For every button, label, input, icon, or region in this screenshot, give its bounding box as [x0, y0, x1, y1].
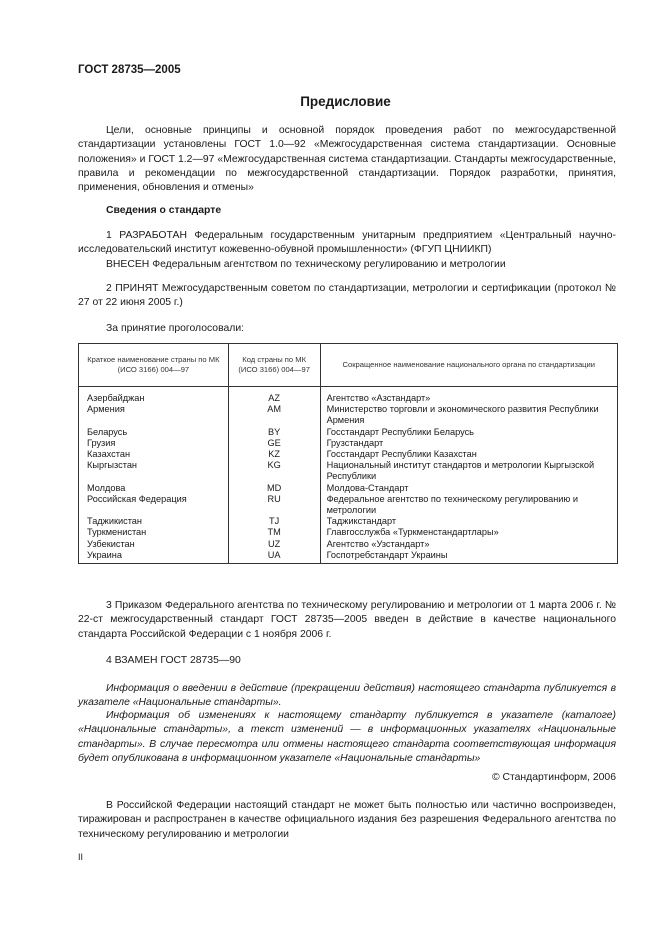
info-heading: Сведения о стандарте: [106, 205, 222, 216]
table-row: [79, 438, 618, 449]
table-row: [79, 483, 618, 494]
table-row: [79, 387, 618, 405]
restriction-paragraph: [78, 799, 616, 842]
country-cell: Узбекистан: [79, 539, 229, 550]
country-cell: Кыргызстан: [79, 460, 229, 482]
code-cell: KZ: [228, 449, 320, 460]
country-cell: Грузия: [79, 438, 229, 449]
notice-2-text: Информация об изменениях к настоящему стандарту публикуется в указателе (каталоге) «Национальные стандарты», а текст изменений — в информационных указателях «Национальные стандарты». В случае пересмотра или отмены настоящего стандарта соответствующая информация будет опубликована в информационном указателе «Национальные стандарты»: [78, 710, 616, 764]
code-cell: AM: [228, 404, 320, 426]
voting-states-table: [78, 343, 618, 564]
org-cell: Министерство торговли и экономического развития Республики Армения: [320, 404, 617, 426]
item-3-text: 3 Приказом Федерального агентства по техническому регулированию и метрологии от 1 марта 2006 г. № 22-ст межгосударственный стандарт ГОСТ 28735—2005 введен в действие в качестве национального стандарта Российской Федерации с 1 ноября 2006 г.: [78, 600, 616, 640]
country-cell: Российская Федерация: [79, 494, 229, 516]
country-cell: Таджикистан: [79, 516, 229, 527]
intro-text: Цели, основные принципы и основной порядок проведения работ по межгосударственной стандартизации установлены ГОСТ 1.0—92 «Межгосударственная система стандартизации. Основные положения» и ГОСТ 1.2—97 «Межгосударственная система стандартизации. Стандарты межгосударственные, правила и рекомендации по межгосударственной стандартизации. Порядок разработки, принятия, применения, обновления и отмены»: [78, 125, 616, 194]
code-cell: TJ: [228, 516, 320, 527]
page-number: II: [78, 852, 84, 862]
org-cell: Госстандарт Республики Казахстан: [320, 449, 617, 460]
table-row: [79, 460, 618, 482]
table-row: [79, 527, 618, 538]
org-cell: Грузстандарт: [320, 438, 617, 449]
code-cell: UZ: [228, 539, 320, 550]
header-org: Сокращенное наименование национального органа по стандартизации: [320, 344, 617, 387]
country-cell: Армения: [79, 404, 229, 426]
header-country: Краткое наименование страны по МК (ИСО 3166) 004—97: [79, 344, 229, 387]
org-cell: Федеральное агентство по техническому регулированию и метрологии: [320, 494, 617, 516]
country-cell: Туркменистан: [79, 527, 229, 538]
org-cell: Главгосслужба «Туркменстандартлары»: [320, 527, 617, 538]
table-row: [79, 539, 618, 550]
code-cell: BY: [228, 427, 320, 438]
header-code: Код страны по МК (ИСО 3166) 004—97: [228, 344, 320, 387]
table-row: [79, 427, 618, 438]
item-1-paragraph: [78, 229, 616, 258]
restriction-text: В Российской Федерации настоящий стандарт не может быть полностью или частично воспроизведен, тиражирован и распространен в качестве официального издания без разрешения Федерального агентства по техническому регулированию и метрологии: [78, 800, 616, 840]
country-cell: Молдова: [79, 483, 229, 494]
table-row: [79, 550, 618, 564]
table-row: [79, 494, 618, 516]
notice-1-paragraph: [78, 682, 616, 711]
intro-paragraph: [78, 124, 616, 195]
country-cell: Азербайджан: [79, 387, 229, 405]
item-1b-text: ВНЕСЕН Федеральным агентством по техническому регулированию и метрологии: [106, 259, 506, 270]
item-4-paragraph: [78, 654, 616, 668]
table-row: [79, 404, 618, 426]
country-cell: Беларусь: [79, 427, 229, 438]
org-cell: Молдова-Стандарт: [320, 483, 617, 494]
page-title: Предисловие: [300, 94, 391, 109]
org-cell: Агентство «Узстандарт»: [320, 539, 617, 550]
table-row: [79, 516, 618, 527]
code-cell: RU: [228, 494, 320, 516]
code-cell: MD: [228, 483, 320, 494]
item-2-paragraph: [78, 282, 616, 311]
table-row: [79, 449, 618, 460]
country-cell: Казахстан: [79, 449, 229, 460]
org-cell: Госстандарт Республики Беларусь: [320, 427, 617, 438]
voted-label: За принятие проголосовали:: [106, 323, 245, 334]
code-cell: AZ: [228, 387, 320, 405]
notice-2-paragraph: [78, 709, 616, 766]
org-cell: Национальный институт стандартов и метрологии Кыргызской Республики: [320, 460, 617, 482]
code-cell: GE: [228, 438, 320, 449]
item-1-text: 1 РАЗРАБОТАН Федеральным государственным унитарным предприятием «Центральный научно-исследовательский институт кожевенно-обувной промышленности» (ФГУП ЦНИИКП): [78, 230, 616, 256]
table-header-row: [79, 344, 618, 387]
notice-1-text: Информация о введении в действие (прекращении действия) настоящего стандарта публикуется в указателе «Национальные стандарты».: [78, 683, 616, 709]
item-2-text: 2 ПРИНЯТ Межгосударственным советом по стандартизации, метрологии и сертификации (протокол № 27 от 22 июня 2005 г.): [78, 283, 616, 309]
item-3-paragraph: [78, 599, 616, 642]
standard-id-header: ГОСТ 28735—2005: [78, 64, 181, 76]
copyright-notice: © Стандартинформ, 2006: [491, 772, 616, 783]
code-cell: UA: [228, 550, 320, 564]
org-cell: Таджикстандарт: [320, 516, 617, 527]
code-cell: TM: [228, 527, 320, 538]
org-cell: Агентство «Азстандарт»: [320, 387, 617, 405]
item-4-text: 4 ВЗАМЕН ГОСТ 28735—90: [106, 655, 241, 666]
org-cell: Госпотребстандарт Украины: [320, 550, 617, 564]
code-cell: KG: [228, 460, 320, 482]
item-1b-paragraph: [78, 258, 616, 272]
country-cell: Украина: [79, 550, 229, 564]
